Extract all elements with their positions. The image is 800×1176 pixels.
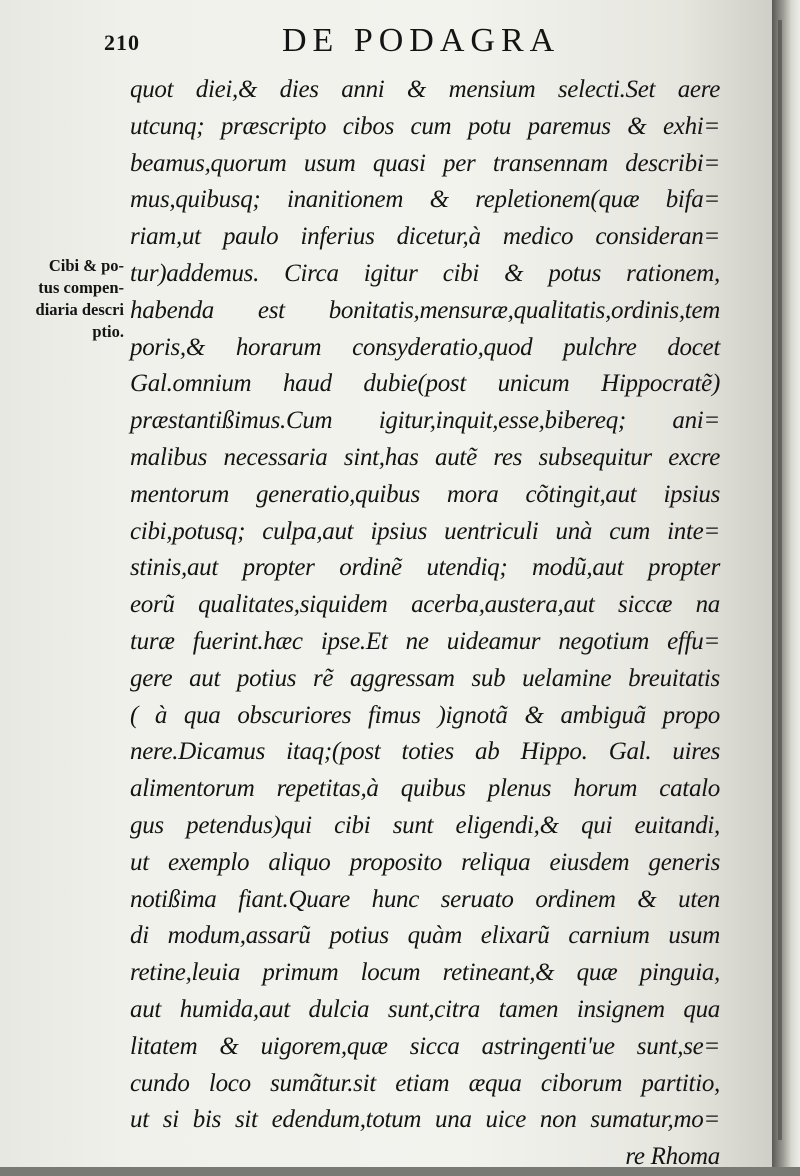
marginal-note xyxy=(6,255,124,343)
book-gutter-edge xyxy=(772,0,800,1167)
text-line: retine,leuia primum locum retineant,& quæ pinguia, xyxy=(130,959,720,987)
catchword-line: re Rhoma xyxy=(625,1143,720,1171)
text-line: Gal.omnium haud dubie(post unicum Hippocratẽ) xyxy=(130,370,720,398)
page-number: 210 xyxy=(104,30,140,55)
text-line: eorũ qualitates,siquidem acerba,austera,aut siccæ na xyxy=(130,591,720,619)
text-line: ut si bis sit edendum,totum una uice non sumatur,mo= xyxy=(130,1106,720,1134)
text-line: litatem & uigorem,quæ sicca astringenti'ue sunt,se= xyxy=(130,1032,720,1060)
text-line: præstantißimus.Cum igitur,inquit,esse,bibereq; ani= xyxy=(130,407,720,435)
text-line: beamus,quorum usum quasi per transennam describi= xyxy=(130,149,720,177)
text-line: stinis,aut propter ordinẽ utendiq; modũ,aut propter xyxy=(130,554,720,582)
text-line: quot diei,& dies anni & mensium selecti.Set aere xyxy=(130,76,720,103)
text-line: cibi,potusq; culpa,aut ipsius uentriculi unà cum inte= xyxy=(130,517,720,545)
marginal-note-line: ptio. xyxy=(92,322,124,341)
marginal-note-line: tus compen- xyxy=(38,278,124,297)
text-line: malibus necessaria sint,has autẽ res subsequitur excre xyxy=(130,443,720,471)
marginal-note-line: Cibi & po- xyxy=(48,256,124,275)
text-line: cundo loco sumãtur.sit etiam æqua ciborum partitio, xyxy=(130,1069,720,1097)
text-line: di modum,assarũ potius quàm elixarũ carnium usum xyxy=(130,922,720,950)
text-line: poris,& horarum consyderatio,quod pulchre docet xyxy=(130,333,720,361)
text-line: alimentorum repetitas,à quibus plenus horum catalo xyxy=(130,775,720,803)
text-line: riam,ut paulo inferius dicetur,à medico consideran= xyxy=(130,223,720,251)
text-line: aut humida,aut dulcia sunt,citra tamen insignem qua xyxy=(130,995,720,1023)
marginal-note-line: diaria descri xyxy=(35,300,124,319)
text-line: mus,quibusq; inanitionem & repletionem(quæ bifa= xyxy=(130,186,720,214)
text-line: mentorum generatio,quibus mora cõtingit,aut ipsius xyxy=(130,480,720,508)
text-line: ( à qua obscuriores fimus )ignotã & ambiguã propo xyxy=(130,701,720,729)
text-line: tur)addemus. Circa igitur cibi & potus rationem, xyxy=(130,259,720,287)
running-head: DE PODAGRA xyxy=(282,22,561,59)
text-line: turæ fuerint.hæc ipse.Et ne uideamur negotium effu= xyxy=(130,627,720,655)
text-line: gus petendus)qui cibi sunt eligendi,& qui euitandi, xyxy=(130,811,720,839)
body-text xyxy=(130,72,720,1176)
text-line: habenda est bonitatis,mensuræ,qualitatis,ordinis,tem xyxy=(130,296,720,324)
text-line: ut exemplo aliquo proposito reliqua eiusdem generis xyxy=(130,848,720,876)
text-line: gere aut potius rẽ aggressam sub uelamine breuitatis xyxy=(130,664,720,692)
text-line: nere.Dicamus itaq;(post toties ab Hippo. Gal. uires xyxy=(130,738,720,766)
text-line: notißima fiant.Quare hunc seruato ordinem & uten xyxy=(130,885,720,913)
page-fold-shadow xyxy=(778,20,782,1140)
text-line: utcunq; præscripto cibos cum potu paremus & exhi= xyxy=(130,112,720,140)
